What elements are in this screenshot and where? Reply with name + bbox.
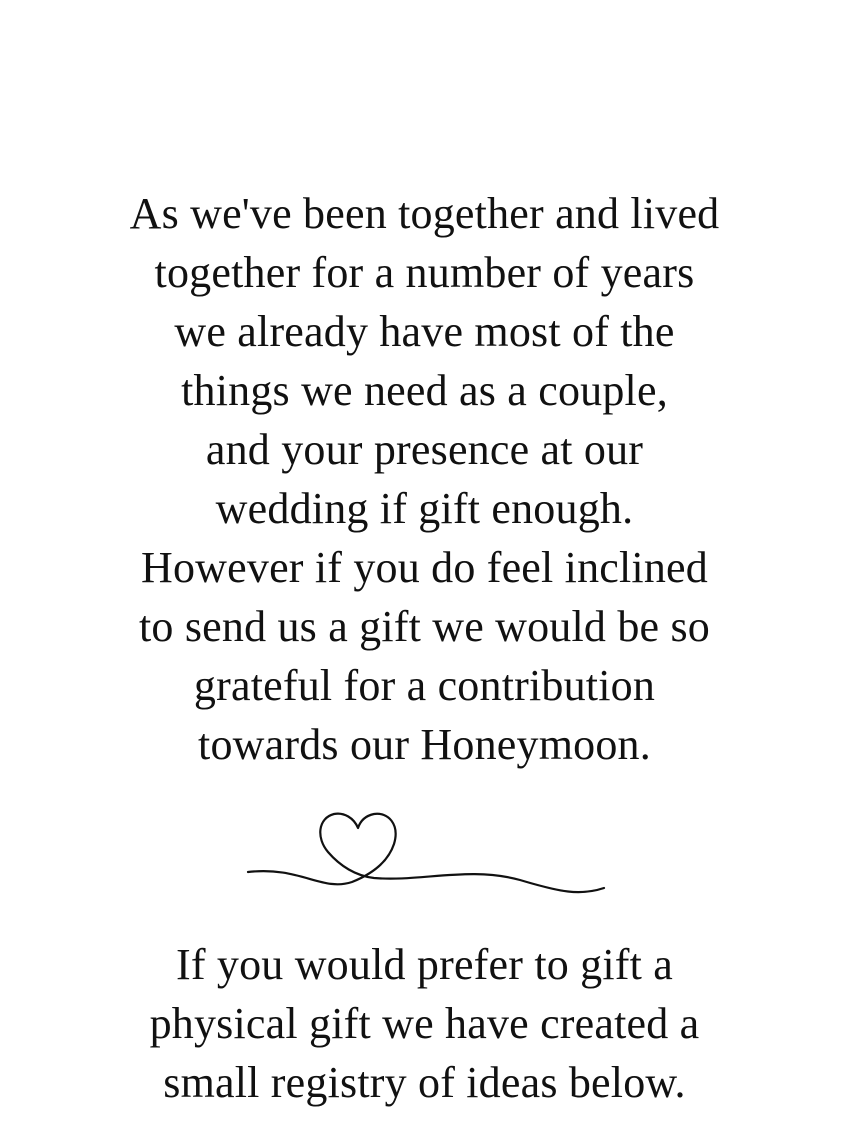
heart-swirl-icon [0, 800, 849, 910]
registry-line: If you would prefer to gift a [176, 940, 673, 989]
message-line: towards our Honeymoon. [198, 720, 651, 769]
heart-swirl-line [248, 814, 604, 893]
message-line: grateful for a contribution [193, 661, 656, 710]
registry-line: physical gift we have created a [149, 999, 700, 1048]
message-line: together for a number of years [154, 248, 695, 297]
message-line: However if you do feel inclined [140, 543, 708, 592]
registry-line: small registry of ideas below. [163, 1058, 686, 1107]
honeymoon-message [0, 184, 849, 774]
message-line: and your presence at our [205, 425, 644, 474]
message-line: things we need as a couple, [181, 366, 668, 415]
message-line: we already have most of the [174, 307, 675, 356]
message-line: to send us a gift we would be so [139, 602, 710, 651]
message-line: wedding if gift enough. [215, 484, 634, 533]
message-line: As we've been together and lived [129, 189, 720, 238]
registry-note [0, 935, 849, 1112]
